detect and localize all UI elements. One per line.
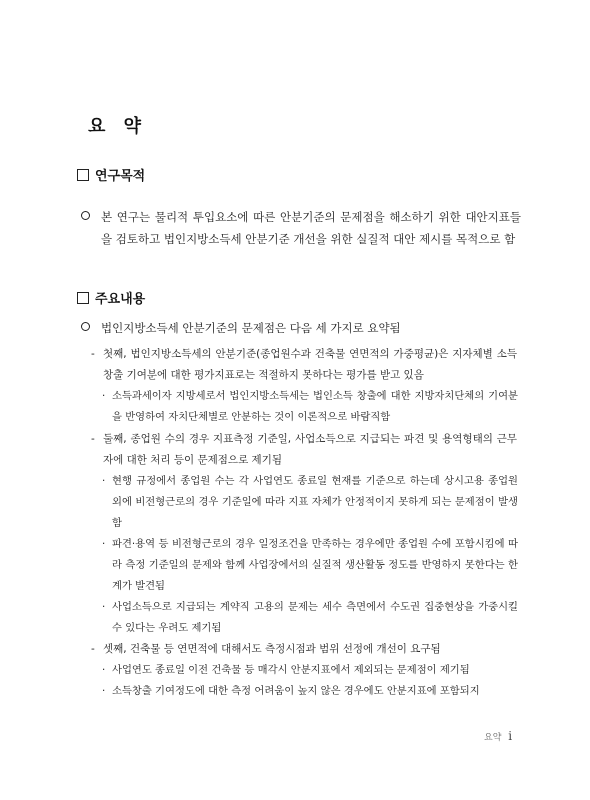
purpose-bullet (81, 206, 521, 250)
circle-bullet-icon (81, 211, 90, 220)
sub-item (102, 386, 518, 428)
list-item-text: 첫째, 법인지방소득세의 안분기준(종업원수과 건축물 연면적의 가중평균)은 지자체별 소득창출 기여분에 대한 평가지표로는 적절하지 못하다는 평가를 받고 있음 (103, 348, 517, 381)
dot-bullet: · (102, 390, 106, 402)
circle-bullet-icon (81, 322, 90, 331)
sub-item-text: 사업소득으로 지급되는 계약직 고용의 문제는 세수 측면에서 수도권 집중현상을 가중시킬 수 있다는 우려도 제기됨 (112, 601, 518, 634)
sub-item-text: 파견·용역 등 비전형근로의 경우 일정조건을 만족하는 경우에만 종업원 수에 포함시킴에 따라 측정 기준일의 문제와 함께 사업장에서의 실질적 생산활동 정도를 반영하지 못한다는 한계가 발견됨 (112, 538, 518, 592)
section-heading-label: 연구목적 (95, 169, 146, 184)
sub-item-text: 사업연도 종료일 이전 건축물 등 매각시 안분지표에서 제외되는 문제점이 제기됨 (112, 664, 470, 676)
dot-bullet: · (102, 538, 106, 550)
section-heading-label: 주요내용 (95, 292, 146, 307)
list-item-third (91, 639, 517, 660)
page-number: i (508, 729, 513, 743)
checkbox-square-icon (77, 169, 89, 181)
page-footer (484, 729, 512, 743)
footer-label: 요약 (484, 733, 502, 743)
dot-bullet: · (102, 475, 106, 487)
dash-bullet: - (91, 433, 95, 445)
content-intro-text: 법인지방소득세 안분기준의 문제점은 다음 세 가지로 요약됨 (101, 321, 401, 335)
list-item-text: 셋째, 건축물 등 연면적에 대해서도 측정시점과 범위 선정에 개선이 요구됨 (103, 643, 441, 655)
sub-item-text: 현행 규정에서 종업원 수는 각 사업연도 종료일 현재를 기준으로 하는데 상시고용 종업원 외에 비전형근로의 경우 기준일에 따라 지표 자체가 안정적이지 못하게 되는 문제점이 발생함 (112, 475, 518, 529)
dot-bullet: · (102, 685, 106, 697)
section-heading-content (77, 288, 145, 307)
sub-item (102, 534, 518, 597)
list-item-text: 둘째, 종업원 수의 경우 지표측정 기준일, 사업소득으로 지급되는 파견 및 용역형태의 근무자에 대한 처리 등이 문제점으로 제기됨 (103, 433, 517, 466)
sub-item-text: 소득창출 기여정도에 대한 측정 어려움이 높지 않은 경우에도 안분지표에 포함되지 (112, 685, 480, 697)
dot-bullet: · (102, 664, 106, 676)
dot-bullet: · (102, 601, 106, 613)
list-item-second (91, 429, 517, 471)
section-heading-purpose (77, 165, 145, 184)
content-intro-bullet (81, 317, 521, 339)
page-title: 요 약 (88, 116, 148, 137)
sub-item (102, 597, 518, 639)
checkbox-square-icon (77, 292, 89, 304)
list-item-first (91, 344, 517, 386)
purpose-text: 본 연구는 물리적 투입요소에 따른 안분기준의 문제점을 해소하기 위한 대안지표들을 검토하고 법인지방소득세 안분기준 개선을 위한 실질적 대안 제시를 목적으로 함 (101, 210, 521, 246)
sub-item (102, 660, 518, 681)
dash-bullet: - (91, 348, 95, 360)
sub-item-text: 소득과세이자 지방세로서 법인지방소득세는 법인소득 창출에 대한 지방자치단체의 기여분을 반영하여 자치단체별로 안분하는 것이 이론적으로 바람직함 (112, 390, 518, 423)
sub-item (102, 471, 518, 534)
sub-item (102, 681, 518, 702)
dash-bullet: - (91, 643, 95, 655)
